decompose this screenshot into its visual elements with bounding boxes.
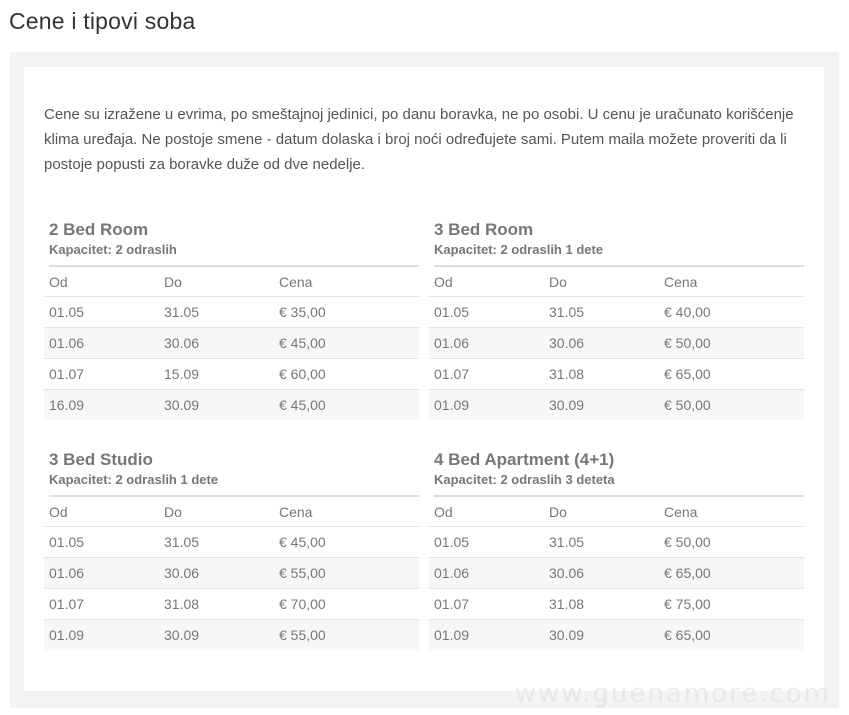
table-row [44,558,419,589]
table-row [429,359,804,390]
cell-price: € 75,00 [659,589,804,620]
cell-to: 31.08 [544,359,659,390]
cell-from: 01.07 [44,359,159,390]
cell-from: 01.05 [429,527,544,558]
column-header-price: Cena [659,497,804,527]
cell-price: € 65,00 [659,359,804,390]
room-capacity: Kapacitet: 2 odraslih [49,241,419,267]
cell-from: 01.06 [429,558,544,589]
table-header-row [44,497,419,527]
cell-price: € 45,00 [274,390,419,421]
room-3-bed-studio [44,449,419,650]
table-header-row [429,267,804,297]
column-header-to: Do [159,267,274,297]
cell-from: 01.07 [429,359,544,390]
cell-from: 01.05 [429,297,544,328]
cell-from: 01.07 [429,589,544,620]
table-row [429,328,804,359]
price-table [429,497,804,650]
cell-to: 31.08 [159,589,274,620]
cell-from: 16.09 [44,390,159,421]
cell-to: 31.05 [544,527,659,558]
cell-to: 30.09 [159,390,274,421]
room-name: 2 Bed Room [49,220,149,239]
cell-price: € 70,00 [274,589,419,620]
column-header-price: Cena [274,497,419,527]
cell-from: 01.06 [429,328,544,359]
cell-to: 31.05 [159,297,274,328]
cell-to: 30.06 [159,558,274,589]
cell-from: 01.06 [44,328,159,359]
price-table [44,497,419,650]
cell-price: € 45,00 [274,527,419,558]
cell-price: € 40,00 [659,297,804,328]
room-name: 3 Bed Studio [49,450,153,469]
page-title: Cene i tipovi soba [9,8,196,34]
cell-price: € 35,00 [274,297,419,328]
room-capacity: Kapacitet: 2 odraslih 1 dete [434,241,804,267]
table-row [429,589,804,620]
cell-price: € 50,00 [659,390,804,421]
cell-from: 01.05 [44,297,159,328]
table-row [429,527,804,558]
column-header-from: Od [429,267,544,297]
table-row [44,620,419,651]
table-header-row [44,267,419,297]
cell-from: 01.09 [44,620,159,651]
room-2-bed-room [44,219,419,420]
cell-price: € 65,00 [659,620,804,651]
cell-price: € 65,00 [659,558,804,589]
column-header-price: Cena [274,267,419,297]
cell-to: 15.09 [159,359,274,390]
room-3-bed-room [429,219,804,420]
column-header-to: Do [544,267,659,297]
column-header-from: Od [429,497,544,527]
room-4-bed-apartment [429,449,804,650]
table-row [44,390,419,421]
cell-price: € 55,00 [274,620,419,651]
table-header-row [429,497,804,527]
cell-to: 30.09 [544,390,659,421]
cell-to: 31.08 [544,589,659,620]
cell-from: 01.06 [44,558,159,589]
price-table [44,267,419,420]
cell-to: 30.06 [544,328,659,359]
cell-to: 30.09 [544,620,659,651]
cell-price: € 55,00 [274,558,419,589]
column-header-from: Od [44,497,159,527]
cell-from: 01.09 [429,620,544,651]
table-row [429,620,804,651]
cell-price: € 50,00 [659,527,804,558]
cell-to: 31.05 [544,297,659,328]
room-capacity: Kapacitet: 2 odraslih 3 deteta [434,471,804,497]
cell-price: € 60,00 [274,359,419,390]
cell-to: 31.05 [159,527,274,558]
cell-from: 01.05 [44,527,159,558]
pricing-intro-text: Cene su izražene u evrima, po smeštajnoj jedinici, po danu boravka, ne po osobi. U cenu je uračunato korišćenje klima uređaja. Ne postoje smene - datum dolaska i broj noći određujete sami. Putem maila možete proveriti da li postoje popusti za boravke duže od dve nedelje. [44,106,794,173]
room-capacity: Kapacitet: 2 odraslih 1 dete [49,471,419,497]
cell-to: 30.06 [544,558,659,589]
table-row [429,558,804,589]
cell-from: 01.07 [44,589,159,620]
room-name: 4 Bed Apartment (4+1) [434,450,615,469]
cell-price: € 50,00 [659,328,804,359]
column-header-to: Do [544,497,659,527]
pricing-content [24,67,824,691]
column-header-price: Cena [659,267,804,297]
table-row [44,297,419,328]
table-row [44,359,419,390]
room-name: 3 Bed Room [434,220,534,239]
table-row [429,390,804,421]
price-table [429,267,804,420]
table-row [44,328,419,359]
column-header-to: Do [159,497,274,527]
table-row [44,527,419,558]
table-row [44,589,419,620]
cell-to: 30.09 [159,620,274,651]
watermark: www.guenamore.com [514,679,831,709]
pricing-panel [10,52,839,708]
cell-price: € 45,00 [274,328,419,359]
cell-to: 30.06 [159,328,274,359]
cell-from: 01.09 [429,390,544,421]
column-header-from: Od [44,267,159,297]
table-row [429,297,804,328]
